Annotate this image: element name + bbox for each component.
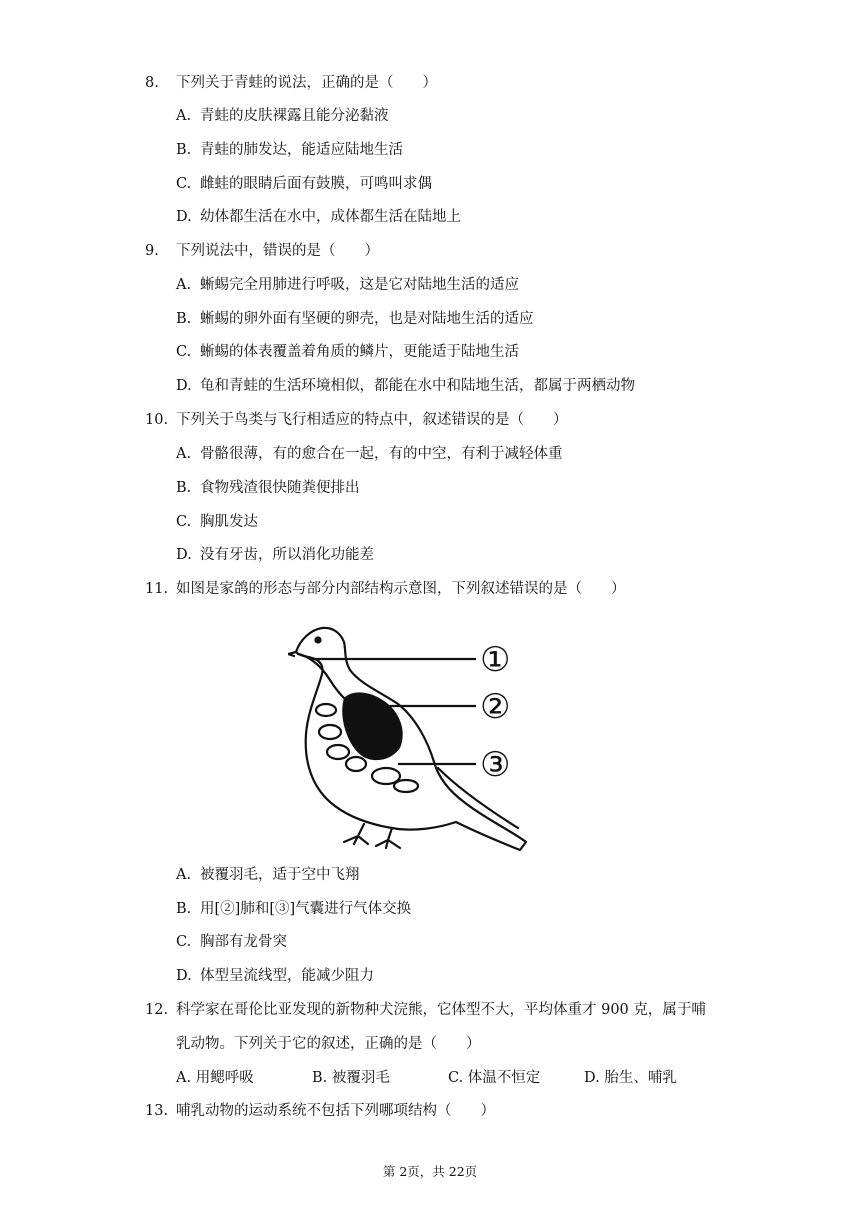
option-b: [176, 899, 411, 919]
option-d: [176, 545, 374, 565]
option-letter: A.: [176, 446, 192, 462]
option-letter: B.: [312, 1070, 328, 1086]
option-letter: A.: [176, 277, 192, 293]
option-text: 被覆羽毛，适于空中飞翔: [200, 867, 360, 883]
option-c: [176, 342, 519, 362]
figure-label-1: ①: [480, 640, 511, 680]
option-text: 体型呈流线型，能减少阻力: [200, 968, 374, 984]
option-letter: A.: [176, 1070, 192, 1086]
option-text: 幼体都生活在水中，成体都生活在陆地上: [200, 209, 461, 225]
option-a: [176, 1068, 254, 1088]
lung: [342, 692, 402, 760]
option-letter: C.: [176, 344, 192, 360]
option-text: 雌蛙的眼睛后面有鼓膜，可鸣叫求偶: [200, 176, 432, 192]
option-letter: B.: [176, 901, 192, 917]
option-text: 骨骼很薄，有的愈合在一起，有的中空，有利于减轻体重: [200, 446, 563, 462]
eye: [316, 638, 321, 643]
beak: [288, 652, 296, 656]
air-sac: [327, 745, 349, 759]
air-sac: [319, 725, 341, 739]
question-stem: 下列说法中，错误的是（ ）: [176, 243, 379, 259]
option-b: [176, 140, 403, 160]
air-sac: [346, 757, 366, 771]
option-text: 青蛙的皮肤裸露且能分泌黏液: [200, 108, 389, 124]
option-text: 用[②]肺和[③]气囊进行气体交换: [200, 901, 412, 917]
option-a: [176, 865, 360, 885]
question-stem: 下列关于鸟类与飞行相适应的特点中，叙述错误的是（ ）: [176, 412, 568, 428]
leg-left: [344, 824, 368, 844]
question-number: 11.: [145, 581, 169, 597]
option-b: [176, 309, 534, 329]
option-text: 龟和青蛙的生活环境相似，都能在水中和陆地生活，都属于两栖动物: [200, 378, 635, 394]
option-a: [176, 275, 519, 295]
option-text: 胸肌发达: [200, 514, 258, 530]
option-text: 用鳃呼吸: [195, 1070, 254, 1086]
option-c: [176, 932, 287, 952]
option-letter: B.: [176, 142, 192, 158]
option-c: [176, 174, 432, 194]
option-letter: A.: [176, 108, 192, 124]
option-letter: D.: [584, 1070, 600, 1086]
option-text: 没有牙齿，所以消化功能差: [200, 547, 374, 563]
question-stem: 如图是家鸽的形态与部分内部结构示意图，下列叙述错误的是（ ）: [176, 581, 626, 597]
option-text: 青蛙的肺发达，能适应陆地生活: [200, 142, 403, 158]
option-text: 体温不恒定: [467, 1070, 541, 1086]
question-stem: 哺乳动物的运动系统不包括下列哪项结构（ ）: [176, 1103, 495, 1119]
option-d: [176, 966, 374, 986]
question-stem-line2: 乳动物。下列关于它的叙述，正确的是（ ）: [176, 1036, 481, 1052]
option-text: 胎生、哺乳: [604, 1070, 677, 1086]
option-a: [176, 444, 563, 464]
question-number: 8.: [145, 75, 159, 91]
page-footer: 第 2页，共 22页: [382, 1164, 478, 1179]
air-sac: [394, 780, 418, 792]
option-letter: C.: [448, 1070, 464, 1086]
option-d: [584, 1068, 677, 1088]
option-letter: D.: [176, 547, 192, 563]
air-sac: [316, 704, 336, 716]
option-b: [176, 478, 360, 498]
question-number: 12.: [145, 1002, 169, 1018]
option-letter: C.: [176, 176, 192, 192]
option-text: 胸部有龙骨突: [200, 934, 287, 950]
option-text: 蜥蜴完全用肺进行呼吸，这是它对陆地生活的适应: [200, 277, 519, 293]
question-number: 10.: [145, 412, 169, 428]
figure-label-2: ②: [480, 687, 511, 727]
option-letter: B.: [176, 480, 192, 496]
leg-right: [376, 828, 400, 848]
option-d: [176, 376, 635, 396]
option-letter: C.: [176, 934, 192, 950]
option-letter: C.: [176, 514, 192, 530]
question-stem-line1: 科学家在哥伦比亚发现的新物种犬浣熊，它体型不大，平均体重才 900 克，属于哺: [176, 1002, 706, 1018]
option-letter: B.: [176, 311, 192, 327]
figure-label-3: ③: [480, 745, 511, 785]
option-letter: D.: [176, 968, 192, 984]
pigeon-diagram: [288, 618, 528, 858]
option-letter: D.: [176, 378, 192, 394]
option-c: [448, 1068, 540, 1088]
option-c: [176, 512, 258, 532]
option-text: 蜥蜴的卵外面有坚硬的卵壳，也是对陆地生活的适应: [200, 311, 534, 327]
option-b: [312, 1068, 390, 1088]
option-text: 食物残渣很快随粪便排出: [200, 480, 360, 496]
question-number: 13.: [145, 1103, 169, 1119]
option-d: [176, 207, 461, 227]
question-number: 9.: [145, 243, 159, 259]
option-text: 蜥蜴的体表覆盖着角质的鳞片，更能适于陆地生活: [200, 344, 519, 360]
option-letter: D.: [176, 209, 192, 225]
option-a: [176, 106, 389, 126]
option-text: 被覆羽毛: [331, 1070, 390, 1086]
option-letter: A.: [176, 867, 192, 883]
question-stem: 下列关于青蛙的说法，正确的是（ ）: [176, 75, 437, 91]
